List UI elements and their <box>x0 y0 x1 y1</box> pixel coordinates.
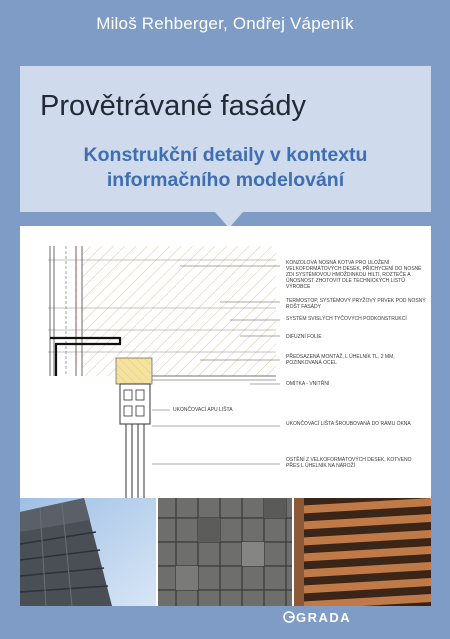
callout-termostop: TERMOSTOP, SYSTÉMOVÝ PRYŽOVÝ PRVEK POD NOSNÝ ROŠT FASÁDY <box>286 298 426 310</box>
callout-reveal: OSTĚNÍ Z VELKOFORMÁTOVÝCH DESEK, KOTVENO PŘES L ÚHELNÍK NA NÁROŽÍ <box>286 457 412 469</box>
photo-strip <box>20 498 431 606</box>
publisher-name: GRADA <box>296 610 352 625</box>
callout-apu-strip: UKONČOVACÍ APU LIŠTA <box>173 407 233 413</box>
technical-drawing <box>20 226 431 498</box>
callout-anchor: KONZOLOVÁ NOSNÁ KOTVA PRO ULOŽENÍ VELKOFORMÁTOVÝCH DESEK, PŘICHYCENÍ DO NOSNÉ ZDI SYSTÉMOVOU HMOŽDINKOU HILTI, ROZTEČE A ÚNOSNOST ZHOTOVIT DLE TECHNICKÝCH LISTŮ VÝROBCE <box>286 260 422 290</box>
photo-stone-tiles <box>158 498 292 606</box>
callout-subframe: SYSTÉM SVISLÝCH TYČOVÝCH PODKONSTRUKCÍ <box>286 316 407 322</box>
book-title: Provětrávané fasády <box>40 90 306 122</box>
authors: Miloš Rehberger, Ondřej Vápeník <box>96 14 354 33</box>
subtitle-line-2: informačního modelování <box>106 169 345 191</box>
callout-l-bracket: PŘEDSAZENÁ MONTÁŽ, L ÚHELNÍK TL. 2 MM, POZINKOVANÁ OCEL <box>286 354 395 366</box>
callout-frame-strip: UKONČOVACÍ LIŠTA ŠROUBOVANÁ DO RÁMU OKNA <box>286 421 411 427</box>
book-subtitle <box>20 143 431 193</box>
callout-diffusion-foil: DIFUZNÍ FOLIE <box>286 334 322 340</box>
photo-facade-sky <box>20 498 156 606</box>
photo-wood-louvers <box>294 498 431 606</box>
wall-section <box>82 246 276 376</box>
callout-plaster: OMÍTKA - VNITŘNÍ <box>286 381 330 387</box>
grada-logo-icon <box>283 611 295 623</box>
subtitle-line-1: Konstrukční detaily v kontextu <box>83 144 368 166</box>
